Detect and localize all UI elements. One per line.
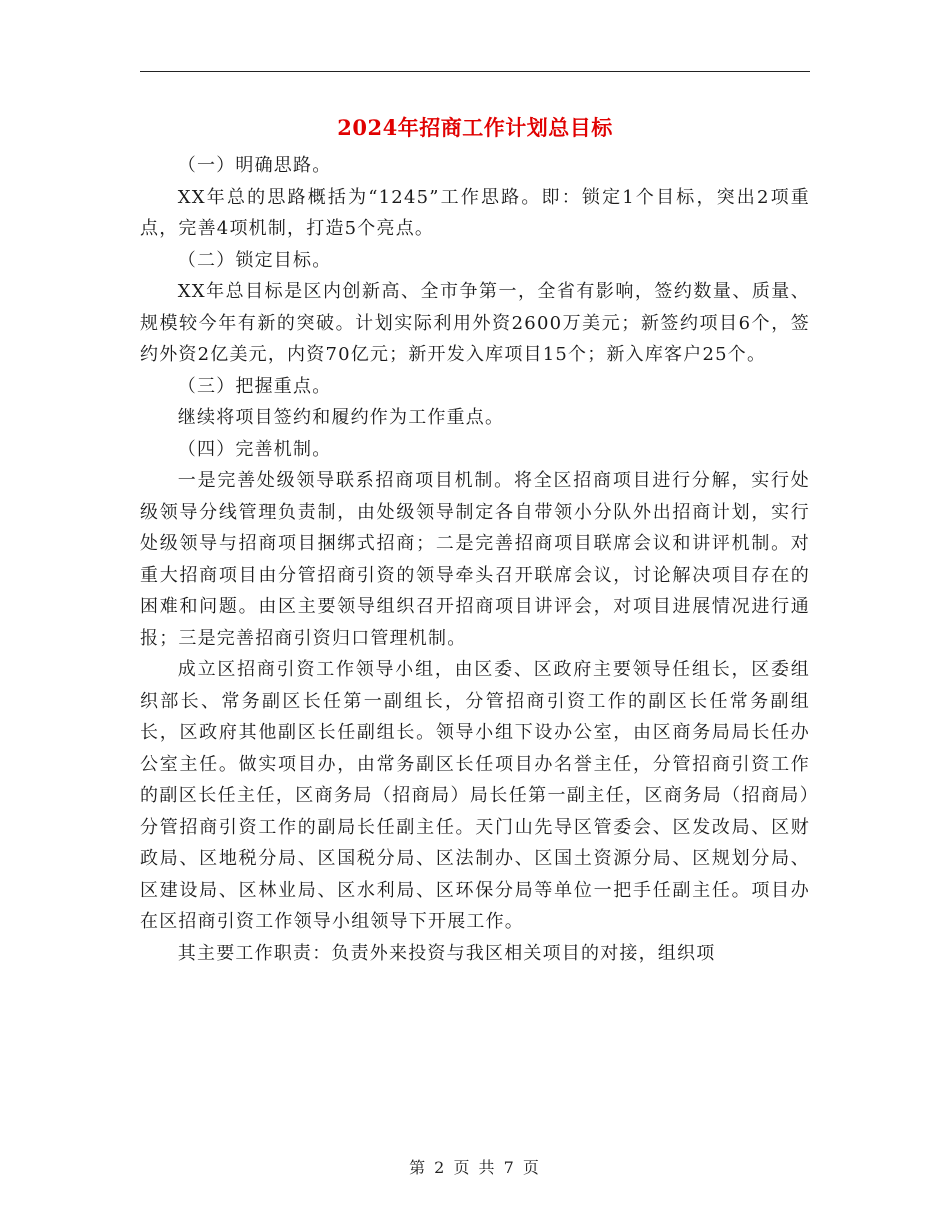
document-title: 2024年招商工作计划总目标 (337, 115, 613, 140)
page-number: 第 2 页 共 7 页 (409, 1158, 541, 1177)
header-rule (140, 71, 810, 72)
paragraph: 其主要工作职责：负责外来投资与我区相关项目的对接，组织项 (177, 942, 716, 964)
section-heading-4: （四）完善机制。 (177, 438, 332, 460)
document-body (140, 150, 810, 969)
section-heading-1: （一）明确思路。 (177, 155, 332, 176)
paragraph: 一是完善处级领导联系招商项目机制。将全区招商项目进行分解，实行处级领导分线管理负责制，由处级领导制定各自带领小分队外出招商计划，实行处级领导与招商项目捆绑式招商；二是完善招商项目联席会议和讲评机制。对重大招商项目由分管招商引资的领导牵头召开联席会议，讨论解决项目存在的困难和问题。由区主要领导组织召开招商项目讲评会，对项目进展情况进行通报；三是完善招商引资归口管理机制。 (140, 470, 810, 649)
section-heading-2: （二）锁定目标。 (177, 249, 332, 271)
paragraph: 成立区招商引资工作领导小组，由区委、区政府主要领导任组长，区委组织部长、常务副区长任第一副组长，分管招商引资工作的副区长任常务副组长，区政府其他副区长任副组长。领导小组下设办公室，由区商务局局长任办公室主任。做实项目办，由常务副区长任项目办名誉主任，分管招商引资工作的副区长任主任，区商务局（招商局）局长任第一副主任，区商务局（招商局）分管招商引资工作的副局长任副主任。天门山先导区管委会、区发改局、区财政局、区地税分局、区国税分局、区法制办、区国土资源分局、区规划分局、区建设局、区林业局、区水利局、区环保分局等单位一把手任副主任。项目办在区招商引资工作领导小组领导下开展工作。 (140, 659, 810, 932)
paragraph: XX年总的思路概括为“1245”工作思路。即：锁定1个目标，突出2项重点，完善4项机制，打造5个亮点。 (140, 186, 810, 239)
paragraph: 继续将项目签约和履约作为工作重点。 (177, 407, 505, 428)
section-heading-3: （三）把握重点。 (177, 375, 332, 397)
paragraph: XX年总目标是区内创新高、全市争第一，全省有影响，签约数量、质量、规模较今年有新的突破。计划实际利用外资2600万美元；新签约项目6个，签约外资2亿美元，内资70亿元；新开发入库项目15个；新入库客户25个。 (140, 281, 810, 365)
